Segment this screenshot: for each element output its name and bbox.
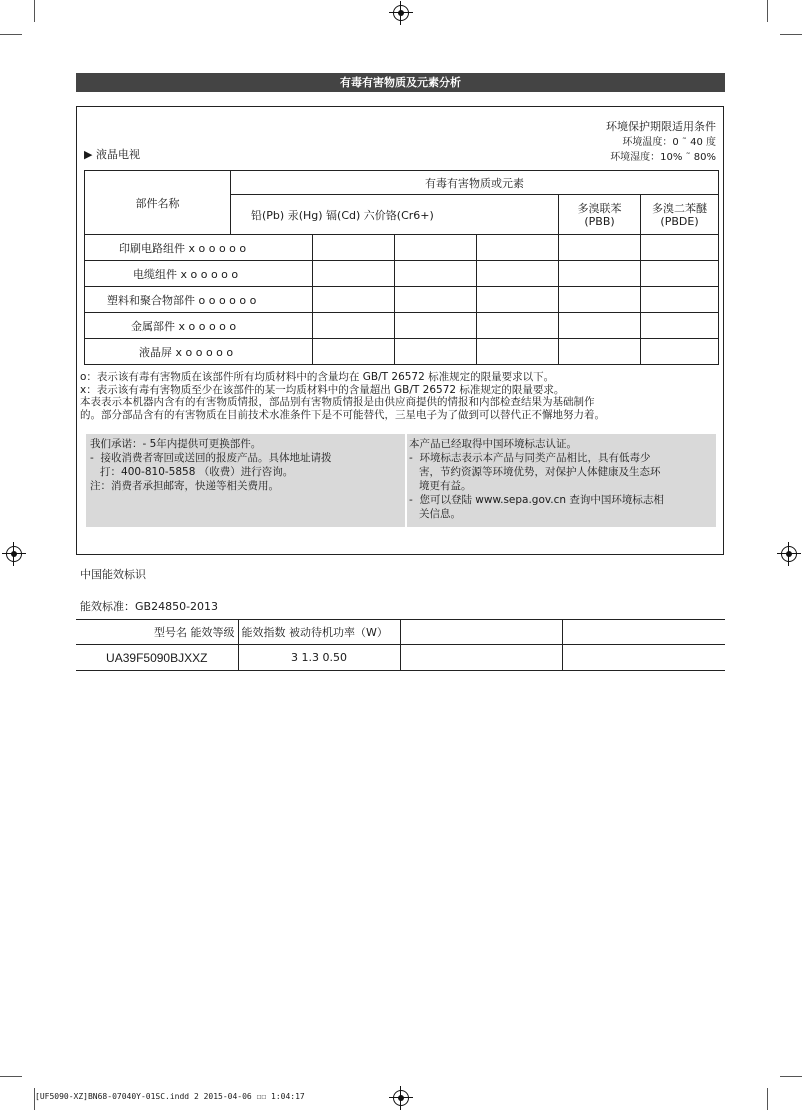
part-name: 电缆组件 xyxy=(133,267,177,281)
energy-header-empty xyxy=(400,620,562,645)
promise-left-line: 我们承诺：- 5年内提供可更换部件。 xyxy=(90,438,262,450)
part-name: 塑料和聚合物部件 xyxy=(107,293,195,307)
col-header-hg: 汞(Hg) xyxy=(287,208,323,222)
promise-right-line: 害，节约资源等环境优势，对保护人体健康及生态环 xyxy=(409,466,661,478)
energy-header-left xyxy=(76,620,238,645)
substance-headers xyxy=(231,195,559,235)
part-marks: x o o o o o xyxy=(178,319,237,333)
part-marks: o o o o o o xyxy=(198,293,257,307)
part-marks: x o o o o o xyxy=(188,241,247,255)
crop-mark xyxy=(0,1076,22,1077)
registration-mark-icon xyxy=(6,546,22,562)
energy-header-mid xyxy=(238,620,400,645)
promise-left-line: - 接收消费者寄回或送回的报废产品。具体地址请拨 xyxy=(90,452,332,464)
note-line-1: 本表表示本机器内含有的有害物质情报，部品别有害物质情报是由供应商提供的情报和内部检查结果为基础制作 xyxy=(80,396,595,409)
note-x: x：表示该有毒有害物质至少在该部件的某一均质材料中的含量超出 GB/T 26572 标准规定的限量要求。 xyxy=(80,383,565,396)
col-header-pbde: 多溴二苯醚 (PBDE) xyxy=(641,195,719,235)
part-name: 印刷电路组件 xyxy=(119,241,185,255)
promise-right-line: 关信息。 xyxy=(409,508,462,520)
promise-right-line: 境更有益。 xyxy=(409,480,472,492)
print-footer: [UF5090-XZ]BN68-07040Y-01SC.indd 2 2015-04-06 ☐☐ 1:04:17 xyxy=(35,1092,305,1101)
crop-mark xyxy=(0,34,22,35)
registration-mark-icon xyxy=(393,1090,409,1106)
promise-box xyxy=(86,434,716,527)
conditions-temperature: 环境温度：0 ˜ 40 度 xyxy=(622,137,716,148)
header-grade: 能效等级 xyxy=(190,626,235,639)
table-row xyxy=(85,261,313,287)
table-row xyxy=(85,339,313,365)
crop-mark xyxy=(780,34,802,35)
group-header: 有毒有害物质或元素 xyxy=(231,171,719,195)
section-title: 有毒有害物质及元素分析 xyxy=(76,73,725,92)
energy-section-title: 中国能效标识 xyxy=(80,568,146,581)
part-name: 液晶屏 xyxy=(139,345,172,359)
table-row xyxy=(85,313,313,339)
hazard-table xyxy=(84,170,719,365)
model-number: UA39F5090BJXXZ xyxy=(76,645,238,671)
registration-mark-icon xyxy=(393,5,409,21)
col-header-pb: 铅(Pb) xyxy=(251,208,285,222)
promise-divider xyxy=(405,434,407,527)
conditions-heading: 环境保护期限适用条件 xyxy=(606,120,716,133)
crop-mark xyxy=(767,1088,768,1110)
crop-mark xyxy=(767,0,768,22)
promise-right-line: - 您可以登陆 www.sepa.gov.cn 查询中国环境标志相 xyxy=(409,494,664,506)
promise-right-line: - 环境标志表示本产品与同类产品相比，具有低毒少 xyxy=(409,452,651,464)
col-header-cd: 镉(Cd) xyxy=(326,208,361,222)
header-standby: 被动待机功率（W） xyxy=(289,626,388,639)
grade-value: 3 xyxy=(291,651,298,664)
promise-left xyxy=(90,437,402,493)
header-model: 型号名 xyxy=(154,626,187,639)
part-header: 部件名称 xyxy=(85,171,231,235)
promise-right xyxy=(409,437,715,521)
header-index: 能效指数 xyxy=(241,626,286,639)
energy-values xyxy=(238,645,400,671)
notes xyxy=(80,371,720,421)
part-marks: x o o o o o xyxy=(180,267,239,281)
col-header-pbb: 多溴联苯 (PBB) xyxy=(559,195,641,235)
conditions-humidity: 环境湿度：10% ˜ 80% xyxy=(610,152,716,163)
energy-table xyxy=(76,619,725,671)
promise-left-line: 注：消费者承担邮寄，快递等相关费用。 xyxy=(90,480,279,492)
table-row xyxy=(85,287,313,313)
index-value: 1.3 xyxy=(301,651,319,664)
note-line-2: 的。部分部品含有的有害物质在目前技术水准条件下是不可能替代，三星电子为了做到可以替代正不懈地努力着。 xyxy=(80,408,605,421)
energy-standard: 能效标准：GB24850-2013 xyxy=(80,600,219,613)
crop-mark xyxy=(34,0,35,22)
product-label: ▶ 液晶电视 xyxy=(84,148,140,161)
table-row xyxy=(85,235,313,261)
part-name: 金属部件 xyxy=(131,319,175,333)
energy-header-empty xyxy=(562,620,725,645)
part-marks: x o o o o o xyxy=(175,345,234,359)
crop-mark xyxy=(780,1076,802,1077)
registration-mark-icon xyxy=(781,546,797,562)
note-o: o：表示该有毒有害物质在该部件所有均质材料中的含量均在 GB/T 26572 标准规定的限量要求以下。 xyxy=(80,371,555,383)
promise-right-line: 本产品已经取得中国环境标志认证。 xyxy=(409,438,577,450)
col-header-cr6: 六价铬(Cr6+) xyxy=(363,208,434,222)
promise-left-line: 打：400-810-5858 （收费）进行咨询。 xyxy=(90,466,294,478)
standby-value: 0.50 xyxy=(322,651,347,664)
